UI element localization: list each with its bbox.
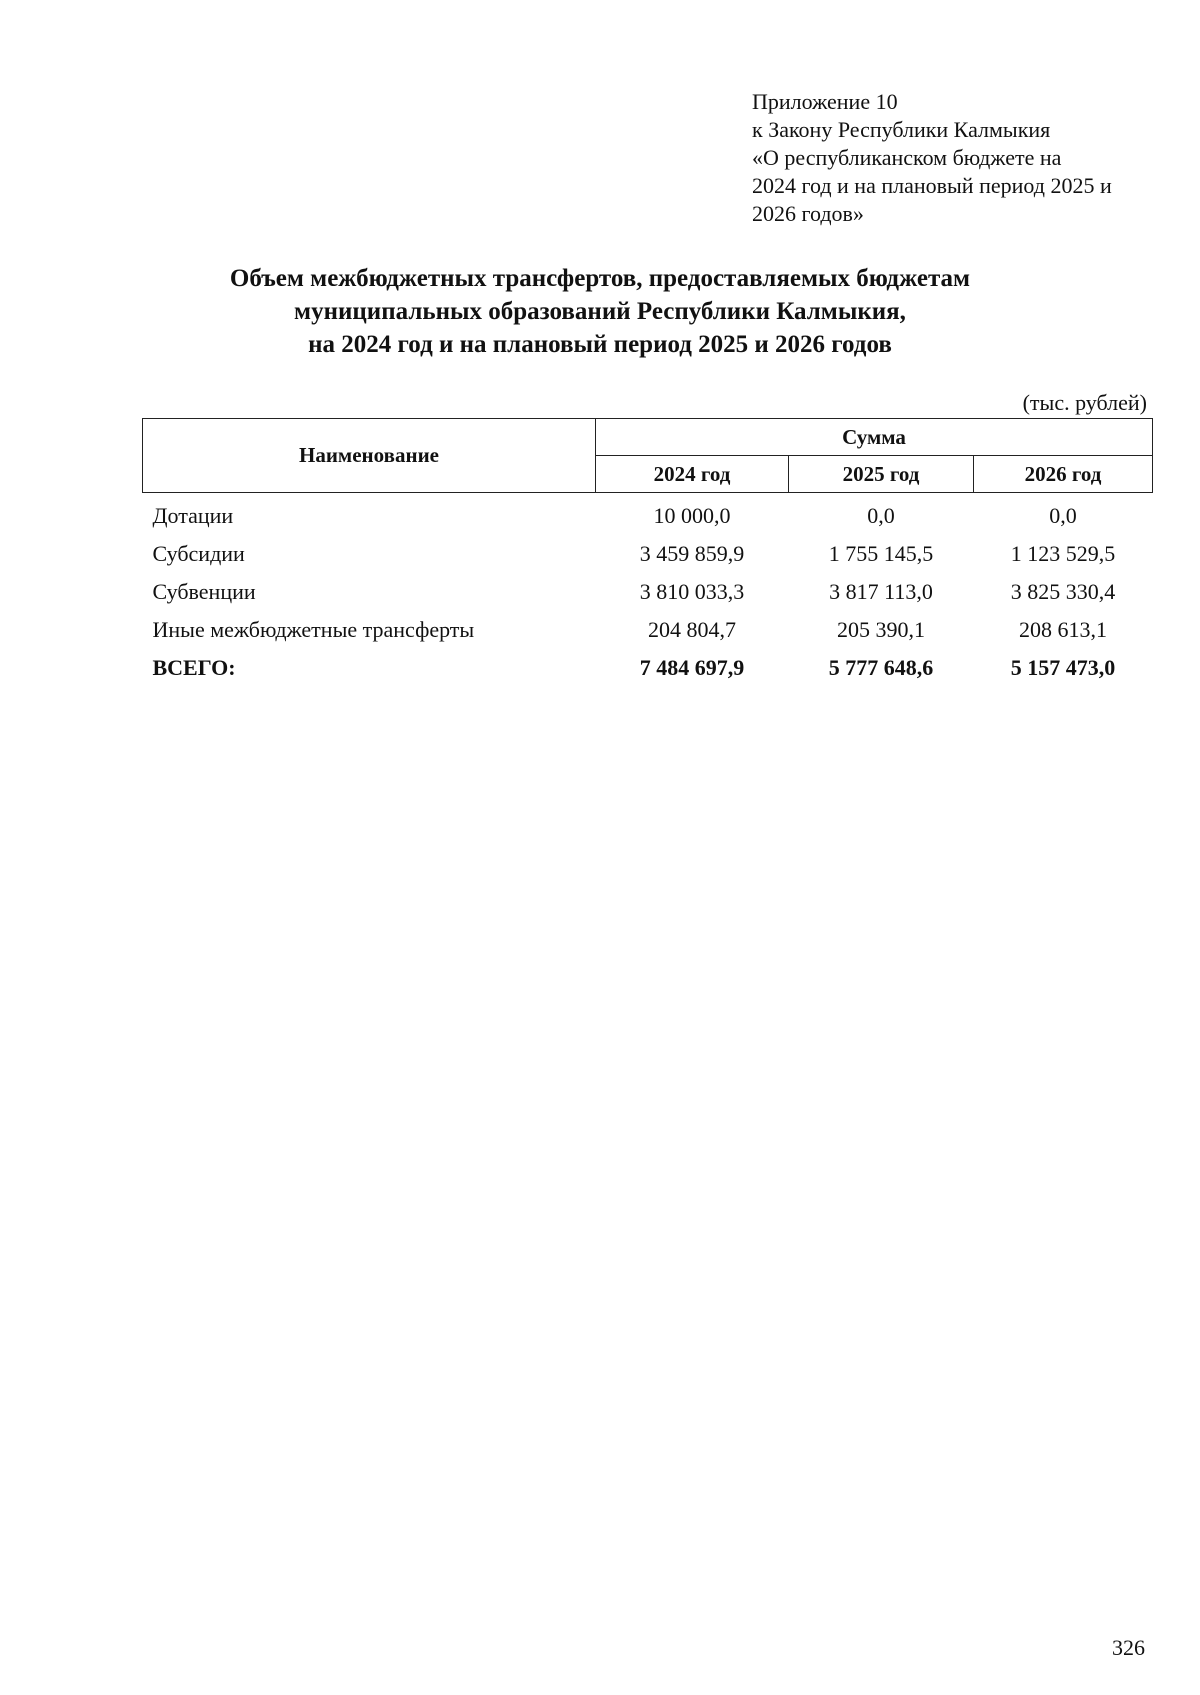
cell-2026: 1 123 529,5 [1010, 541, 1116, 566]
appendix-line: 2026 годов» [752, 201, 864, 226]
appendix-line: Приложение 10 [752, 89, 898, 114]
cell-2024: 10 000,0 [653, 503, 731, 528]
table-body [143, 493, 1153, 688]
header-row [143, 419, 1153, 456]
appendix-line: 2024 год и на плановый период 2025 и [752, 173, 1112, 198]
title-line: Объем межбюджетных трансфертов, предоставляемых бюджетам [229, 265, 971, 292]
units-label: (тыс. рублей) [1022, 390, 1147, 415]
column-header-name: Наименование [143, 419, 596, 493]
cell-2024: 3 459 859,9 [639, 541, 745, 566]
row-name: Дотации [152, 503, 234, 528]
cell-2025: 0,0 [867, 503, 895, 528]
column-header-sum: Сумма [596, 419, 1153, 456]
table-row [143, 611, 1153, 649]
appendix-line: к Закону Республики Калмыкия [752, 117, 1051, 142]
cell-2024: 3 810 033,3 [639, 579, 745, 604]
title-line: муниципальных образований Республики Калмыкия, [294, 298, 906, 325]
row-name: Субсидии [152, 541, 245, 566]
row-name: ВСЕГО: [152, 655, 236, 680]
cell-2025: 205 390,1 [837, 617, 925, 642]
column-header-2026: 2026 год [974, 456, 1153, 493]
transfers-table [142, 418, 1153, 687]
page-number: 326 [1112, 1635, 1145, 1660]
column-header-2024: 2024 год [596, 456, 789, 493]
table-row [143, 535, 1153, 573]
cell-2025: 5 777 648,6 [828, 655, 934, 680]
cell-2026: 3 825 330,4 [1010, 579, 1116, 604]
column-header-2025: 2025 год [789, 456, 974, 493]
table-row [143, 573, 1153, 611]
cell-2024: 7 484 697,9 [639, 655, 745, 680]
appendix-reference [752, 88, 1152, 228]
cell-2026: 208 613,1 [1019, 617, 1107, 642]
title-line: на 2024 год и на плановый период 2025 и 2026 годов [308, 331, 892, 358]
row-name: Субвенции [152, 579, 256, 604]
table-header [143, 419, 1153, 493]
cell-2025: 1 755 145,5 [828, 541, 934, 566]
cell-2024: 204 804,7 [648, 617, 736, 642]
table-total-row [143, 649, 1153, 687]
document-title [150, 262, 1050, 361]
cell-2025: 3 817 113,0 [829, 579, 933, 604]
cell-2026: 5 157 473,0 [1010, 655, 1116, 680]
cell-2026: 0,0 [1049, 503, 1077, 528]
row-name: Иные межбюджетные трансферты [152, 617, 475, 642]
table-row [143, 493, 1153, 536]
appendix-line: «О республиканском бюджете на [752, 145, 1062, 170]
transfers-table-wrapper [142, 418, 1152, 687]
